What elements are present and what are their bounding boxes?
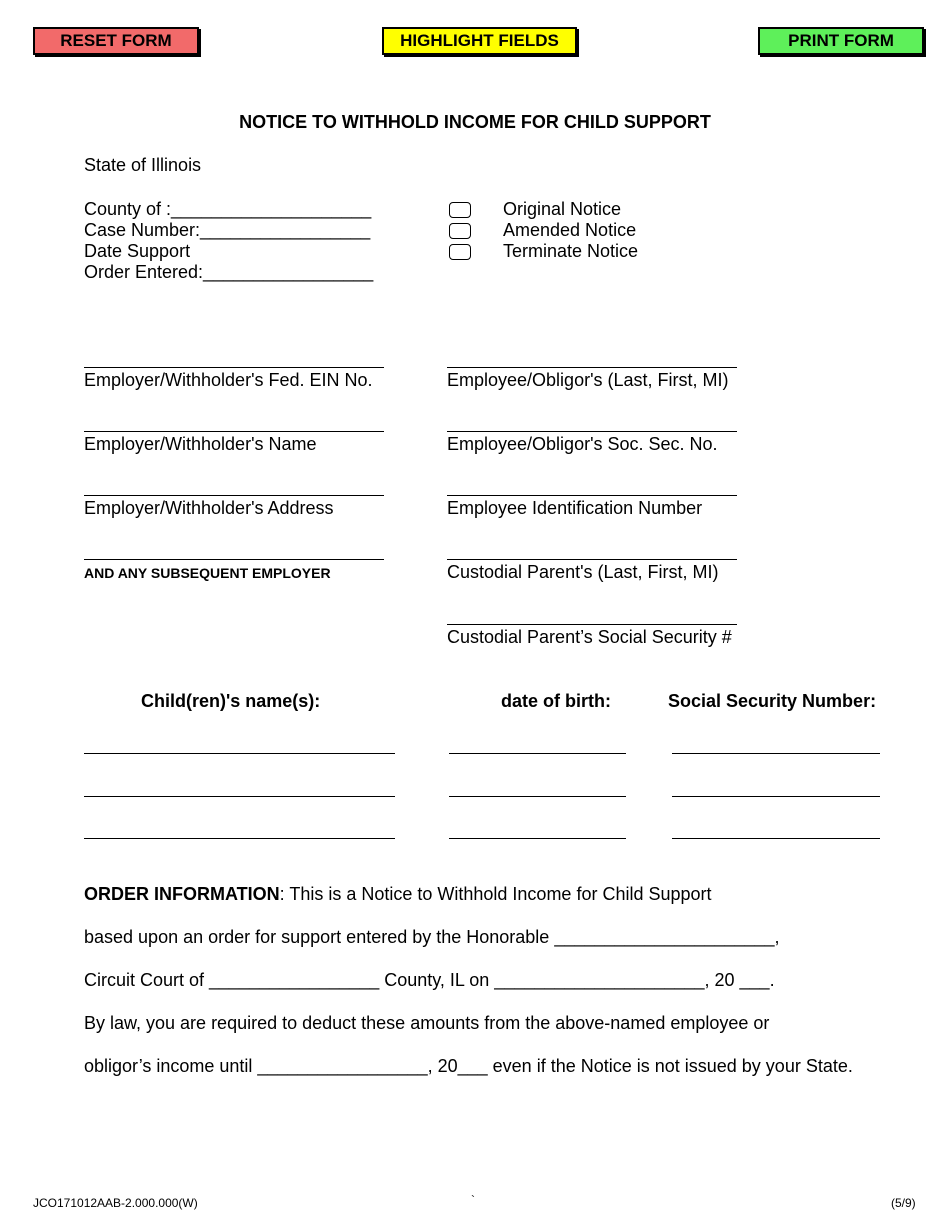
order-entered-field[interactable]: Order Entered:_________________ xyxy=(84,262,374,282)
original-notice-checkbox[interactable] xyxy=(449,202,471,218)
custodial-parent-ssn-label: Custodial Parent’s Social Security # xyxy=(447,627,732,647)
order-info-line-3[interactable]: Circuit Court of _________________ County, IL on _____________________, 20 ___. xyxy=(84,970,775,990)
employee-ssn-line[interactable] xyxy=(447,431,737,432)
child-3-ssn-line[interactable] xyxy=(672,838,880,839)
child-2-dob-line[interactable] xyxy=(449,796,626,797)
employer-ein-label: Employer/Withholder's Fed. EIN No. xyxy=(84,370,373,390)
order-info-line-1 xyxy=(84,884,712,905)
employer-address-line[interactable] xyxy=(84,495,384,496)
amended-notice-checkbox[interactable] xyxy=(449,223,471,239)
child-2-ssn-line[interactable] xyxy=(672,796,880,797)
page-title: NOTICE TO WITHHOLD INCOME FOR CHILD SUPPORT xyxy=(239,112,711,132)
employer-address-label: Employer/Withholder's Address xyxy=(84,498,334,518)
child-3-name-line[interactable] xyxy=(84,838,395,839)
order-info-line-4: By law, you are required to deduct these amounts from the above-named employee or xyxy=(84,1013,770,1033)
child-1-dob-line[interactable] xyxy=(449,753,626,754)
employee-ssn-label: Employee/Obligor's Soc. Sec. No. xyxy=(447,434,718,454)
custodial-parent-name-label: Custodial Parent's (Last, First, MI) xyxy=(447,562,719,582)
amended-notice-label: Amended Notice xyxy=(503,220,637,240)
order-info-heading: ORDER INFORMATION xyxy=(84,884,280,904)
subsequent-employer-label: AND ANY SUBSEQUENT EMPLOYER xyxy=(84,565,331,581)
employee-name-label: Employee/Obligor's (Last, First, MI) xyxy=(447,370,729,390)
custodial-parent-name-line[interactable] xyxy=(447,559,737,560)
employer-name-label: Employer/Withholder's Name xyxy=(84,434,317,454)
county-field[interactable]: County of :____________________ xyxy=(84,199,372,219)
terminate-notice-checkbox[interactable] xyxy=(449,244,471,260)
child-1-ssn-line[interactable] xyxy=(672,753,880,754)
employer-ein-line[interactable] xyxy=(84,367,384,368)
child-2-name-line[interactable] xyxy=(84,796,395,797)
highlight-fields-button[interactable]: HIGHLIGHT FIELDS xyxy=(382,27,577,55)
reset-form-button[interactable]: RESET FORM xyxy=(33,27,199,55)
order-info-line-5[interactable]: obligor’s income until _________________, 20___ even if the Notice is not issued by your State. xyxy=(84,1056,853,1076)
child-3-dob-line[interactable] xyxy=(449,838,626,839)
children-dob-header: date of birth: xyxy=(501,691,611,711)
employee-name-line[interactable] xyxy=(447,367,737,368)
original-notice-label: Original Notice xyxy=(503,199,622,219)
child-1-name-line[interactable] xyxy=(84,753,395,754)
children-name-header: Child(ren)'s name(s): xyxy=(141,691,321,711)
children-ssn-header: Social Security Number: xyxy=(668,691,877,711)
order-info-line-1-text: : This is a Notice to Withhold Income for Child Support xyxy=(279,884,712,904)
employee-id-label: Employee Identification Number xyxy=(447,498,703,518)
terminate-notice-label: Terminate Notice xyxy=(503,241,639,261)
order-info-line-2[interactable]: based upon an order for support entered by the Honorable ______________________, xyxy=(84,927,780,947)
footer-mark: ` xyxy=(471,1193,475,1207)
custodial-parent-ssn-line[interactable] xyxy=(447,624,737,625)
form-code: JCO171012AAB-2.000.000(W) xyxy=(33,1196,198,1210)
case-number-field[interactable]: Case Number:_________________ xyxy=(84,220,371,240)
subsequent-employer-line[interactable] xyxy=(84,559,384,560)
date-support-label: Date Support xyxy=(84,241,191,261)
employer-name-line[interactable] xyxy=(84,431,384,432)
print-form-button[interactable]: PRINT FORM xyxy=(758,27,924,55)
page-number: (5/9) xyxy=(891,1196,916,1210)
state-label: State of Illinois xyxy=(84,155,202,175)
employee-id-line[interactable] xyxy=(447,495,737,496)
